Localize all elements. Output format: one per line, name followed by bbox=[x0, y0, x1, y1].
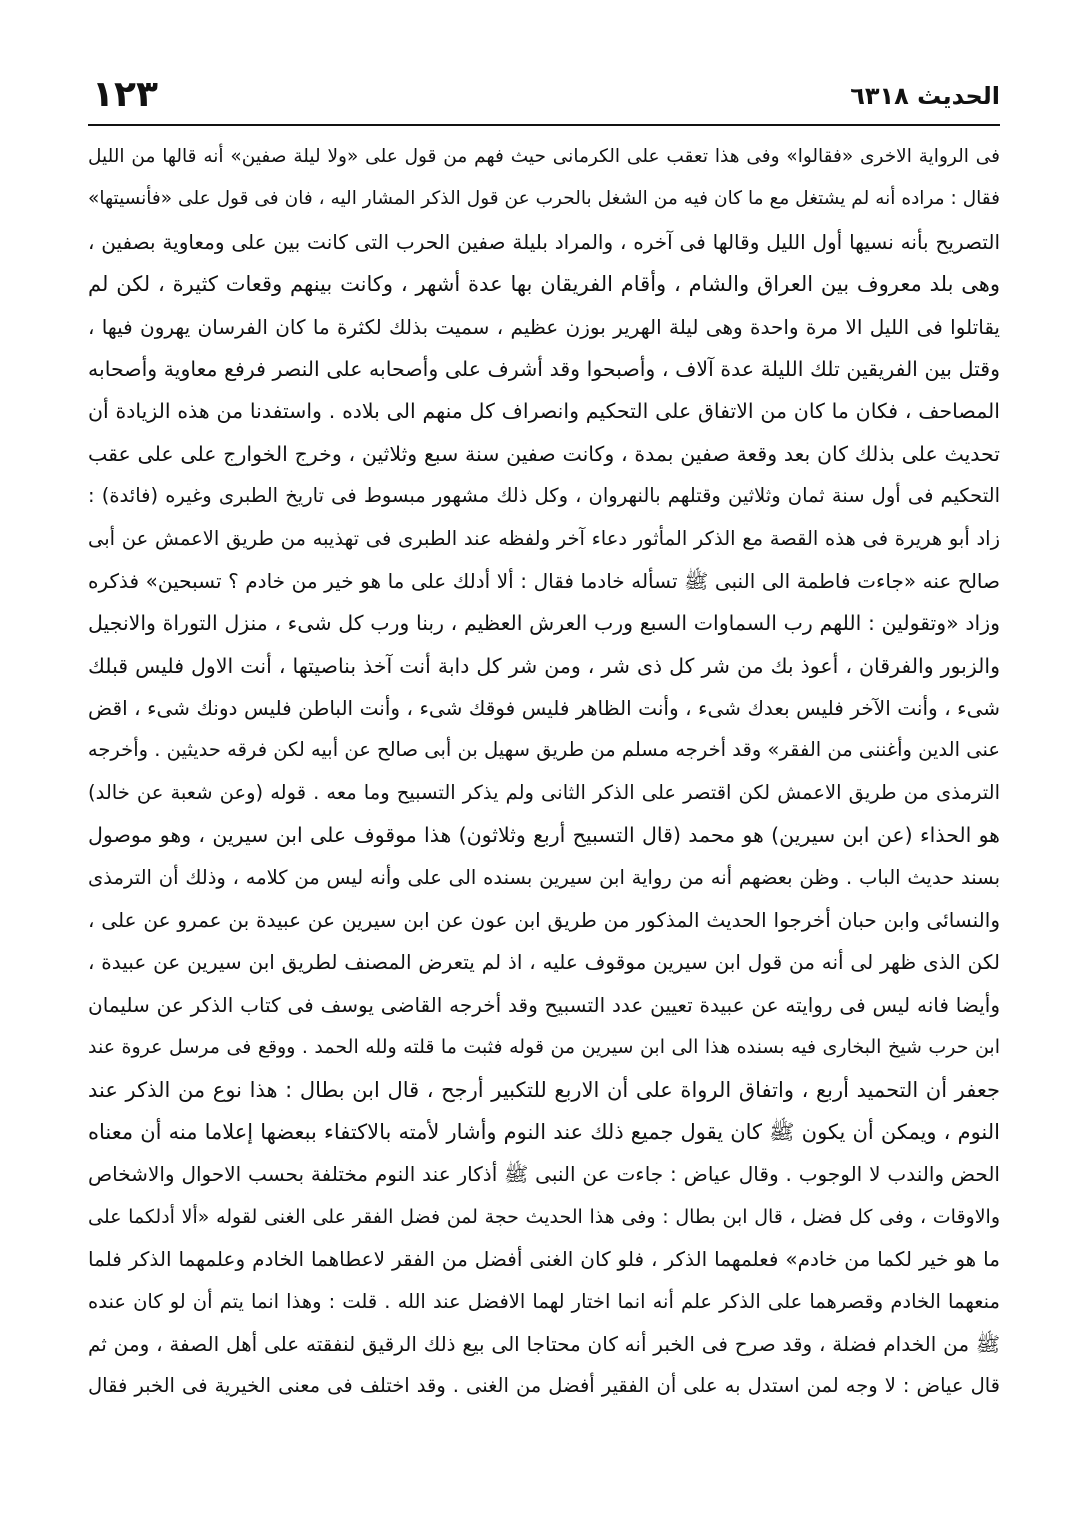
text-line: ما هو خير لكما من خادم» فعلمهما الذكر ، فلو كان الغنى أفضل من الفقر لاعطاهما الخادم وعلمهما الذكر فلما bbox=[88, 1247, 1000, 1272]
text-line: ﷺ من الخدام فضلة ، وقد صرح فى الخبر أنه كان محتاجا الى بيع ذلك الرقيق لنفقته على أهل الصفة ، ومن ثم bbox=[88, 1331, 1000, 1356]
text-line: قال عياض : لا وجه لمن استدل به على أن الفقير أفضل من الغنى . وقد اختلف فى معنى الخيرية فى الخبر فقال bbox=[88, 1374, 1000, 1398]
text-line: صالح عنه «جاءت فاطمة الى النبى ﷺ تسأله خادما فقال : ألا أدلك على ما هو خير من خادم ؟ تسبحين» فذكره bbox=[88, 568, 1000, 593]
text-line: منعهما الخادم وقصرهما على الذكر علم أنه انما اختار لهما الافضل عند الله . قلت : وهذا انما يتم أن لو كان عنده bbox=[88, 1289, 1000, 1313]
text-line: وقتل بين الفريقين تلك الليلة عدة آلاف ، وأصبحوا وقد أشرف على وأصحابه على النصر فرفع معاوية وأصحابه bbox=[88, 356, 1000, 381]
text-line: والاوقات ، وفى كل فضل ، قال ابن بطال : وفى هذا الحديث حجة لمن فضل الفقر على الغنى لقوله «ألا أدلكما على bbox=[88, 1205, 1000, 1228]
text-line: فى الرواية الاخرى «فقالوا» وفى هذا تعقب على الكرمانى حيث فهم من قول على «ولا ليلة صفين» أنه قالها من الليل bbox=[88, 146, 1000, 167]
text-line: المصاحف ، فكان ما كان من الاتفاق على التحكيم وانصراف كل منهم الى بلاده . واستفدنا من هذه الزيادة أن bbox=[88, 399, 1000, 424]
hadith-number-label: الحديث ٦٣١٨ bbox=[850, 82, 1000, 110]
text-line: فقال : مراده أنه لم يشتغل مع ما كان فيه من الشغل بالحرب عن قول الذكر المشار اليه ، فان فى قول على «فأنسيتها» bbox=[88, 188, 1000, 210]
text-line: التصريح بأنه نسيها أول الليل وقالها فى آخره ، والمراد بليلة صفين الحرب التى كانت بين على ومعاوية بصفين ، bbox=[88, 229, 1000, 254]
text-line: جعفر أن التحميد أربع ، واتفاق الرواة على أن الاربع للتكبير أرجح ، قال ابن بطال : هذا نوع من الذكر عند bbox=[88, 1077, 1000, 1102]
text-line: ابن حرب شيخ البخارى فيه بسنده هذا الى ابن سيرين من قوله فثبت ما قلته ولله الحمد . ووقع فى مرسل عروة عند bbox=[88, 1036, 1000, 1059]
text-line: عنى الدين وأغننى من الفقر» وقد أخرجه مسلم من طريق سهيل بن أبى صالح عن أبيه لكن فرقه حديثين . وأخرجه bbox=[88, 738, 1000, 762]
text-line: تحديث على بذلك كان بعد وقعة صفين بمدة ، وكانت صفين سنة سبع وثلاثين ، وخرج الخوارج على على عقب bbox=[88, 441, 1000, 466]
text-line: الحض والندب لا الوجوب . وقال عياض : جاءت عن النبى ﷺ أذكار عند النوم مختلفة بحسب الاحوال والاشخاص bbox=[88, 1162, 1000, 1187]
text-line: هو الحذاء (عن ابن سيرين) هو محمد (قال التسبيح أربع وثلاثون) هذا موقوف على ابن سيرين ، وهو موصول bbox=[88, 823, 1000, 848]
text-line: والزبور والفرقان ، أعوذ بك من شر كل ذى شر ، ومن شر كل دابة أنت آخذ بناصيتها ، أنت الاول فليس قبلك bbox=[88, 653, 1000, 678]
text-line: بسند حديث الباب . وظن بعضهم أنه من رواية ابن سيرين بسنده الى على وأنه ليس من كلامه ، وذلك أن الترمذى bbox=[88, 865, 1000, 889]
text-line: زاد أبو هريرة فى هذه القصة مع الذكر المأثور دعاء آخر ولفظه عند الطبرى فى تهذيبه من طريق الاعمش عن أبى bbox=[88, 526, 1000, 550]
text-line: النوم ، ويمكن أن يكون ﷺ كان يقول جميع ذلك عند النوم وأشار لأمته بالاكتفاء ببعضها إعلاما منه أن معناه bbox=[88, 1119, 1000, 1144]
body-text bbox=[88, 136, 1000, 1408]
page-number: ١٢٣ bbox=[92, 74, 158, 115]
text-line: والنسائى وابن حبان أخرجوا الحديث المذكور من طريق ابن عون عن ابن سيرين عن عبيدة بن عمرو عن على ، bbox=[88, 908, 1000, 933]
text-line: شىء ، وأنت الآخر فليس بعدك شىء ، وأنت الظاهر فليس فوقك شىء ، وأنت الباطن فليس دونك شىء ، اقض bbox=[88, 696, 1000, 721]
text-line: وأيضا فانه ليس فى روايته عن عبيدة تعيين عدد التسبيح وقد أخرجه القاضى يوسف فى كتاب الذكر عن سليمان bbox=[88, 992, 1000, 1017]
page-header bbox=[88, 74, 1000, 122]
text-line: التحكيم فى أول سنة ثمان وثلاثين وقتلهم بالنهروان ، وكل ذلك مشهور مبسوط فى تاريخ الطبرى وغيره (فائدة) : bbox=[88, 484, 1000, 508]
text-line: لكن الذى ظهر لى أنه من قول ابن سيرين موقوف عليه ، اذ لم يتعرض المصنف لطريق ابن سيرين عن عبيدة ، bbox=[88, 950, 1000, 975]
text-line: وهى بلد معروف بين العراق والشام ، وأقام الفريقان بها عدة أشهر ، وكانت بينهم وقعات كثيرة ، لكن لم bbox=[88, 272, 1000, 297]
text-line: وزاد «وتقولين : اللهم رب السماوات السبع ورب العرش العظيم ، ربنا ورب كل شىء ، منزل التوراة والانجيل bbox=[88, 611, 1000, 636]
text-line: الترمذى من طريق الاعمش لكن اقتصر على الذكر الثانى ولم يذكر التسبيح وما معه . قوله (وعن شعبة عن خالد) bbox=[88, 780, 1000, 804]
header-divider bbox=[88, 124, 1000, 126]
text-line: يقاتلوا فى الليل الا مرة واحدة وهى ليلة الهرير بوزن عظيم ، سميت بذلك لكثرة ما كان الفرسان يهرون فيها ، bbox=[88, 314, 1000, 339]
